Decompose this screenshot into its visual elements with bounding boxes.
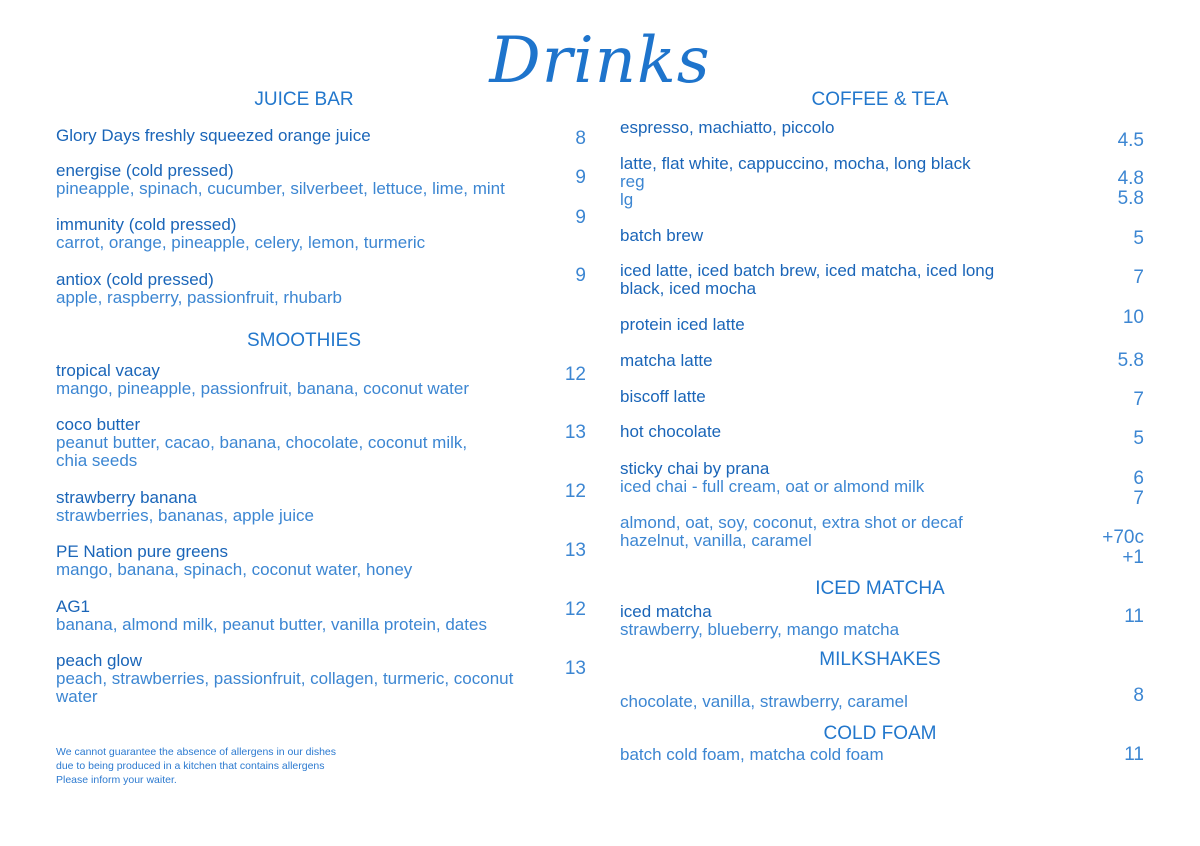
menu-item (56, 271, 342, 307)
item-name: energise (cold pressed) (56, 161, 234, 180)
item-name: PE Nation pure greens (56, 542, 228, 561)
item-name: sticky chai by prana (620, 459, 770, 478)
item-description: mango, pineapple, passionfruit, banana, coconut water (56, 379, 469, 398)
item-price-reg: 4.8 (1117, 168, 1144, 189)
item-price: 10 (1122, 307, 1144, 328)
item-description: peanut butter, cacao, banana, chocolate, coconut milk, (56, 433, 468, 452)
menu-item (56, 652, 513, 706)
milkshakes-heading: MILKSHAKES (819, 649, 941, 670)
item-price: 8 (575, 128, 586, 149)
iced-matcha-heading: ICED MATCHA (815, 578, 945, 599)
allergen-note-line: Please inform your waiter. (56, 774, 177, 786)
item-price: 7 (1133, 488, 1144, 509)
item-description: pineapple, spinach, cucumber, silverbeet, lettuce, lime, mint (56, 179, 505, 198)
menu-item (620, 316, 745, 334)
menu-item (56, 362, 469, 398)
item-price: 7 (1133, 389, 1144, 410)
item-price: 9 (575, 167, 586, 188)
item-name: hot chocolate (620, 422, 722, 441)
item-name: tropical vacay (56, 361, 160, 380)
menu-item (56, 127, 371, 145)
item-price: 5 (1133, 428, 1144, 449)
menu-title: Drinks (489, 24, 711, 98)
menu-item (620, 262, 994, 298)
item-price: 11 (1124, 606, 1144, 627)
item-price: +1 (1122, 547, 1144, 568)
item-description: mango, banana, spinach, coconut water, honey (56, 560, 413, 579)
coffee-tea-heading: COFFEE & TEA (811, 89, 949, 110)
item-name: Glory Days freshly squeezed orange juice (56, 126, 371, 145)
menu-item (620, 460, 924, 496)
size-label-lg: lg (620, 190, 634, 209)
item-description: chocolate, vanilla, strawberry, caramel (620, 692, 908, 711)
item-price: 12 (564, 481, 586, 502)
item-price: 8 (1133, 685, 1144, 706)
item-price: 5.8 (1117, 350, 1144, 371)
item-price: +70c (1102, 527, 1144, 548)
allergen-note (56, 745, 336, 787)
menu-item (620, 603, 899, 639)
item-description: peach, strawberries, passionfruit, collagen, turmeric, coconut (56, 669, 514, 688)
item-name: biscoff latte (620, 387, 706, 406)
item-name: black, iced mocha (620, 279, 757, 298)
menu-item (620, 746, 884, 764)
menu-item (620, 693, 908, 711)
menu-item (620, 352, 713, 370)
item-description: apple, raspberry, passionfruit, rhubarb (56, 288, 343, 307)
menu-item (56, 216, 425, 252)
juice-bar-heading: JUICE BAR (254, 89, 354, 110)
item-name: latte, flat white, cappuccino, mocha, long black (620, 154, 971, 173)
menu-item (620, 514, 963, 550)
smoothies-heading: SMOOTHIES (246, 330, 361, 351)
item-price: 6 (1133, 468, 1144, 489)
menu-item (56, 598, 487, 634)
item-description: almond, oat, soy, coconut, extra shot or decaf (620, 513, 963, 532)
item-name: AG1 (56, 597, 91, 616)
item-description: batch cold foam, matcha cold foam (620, 745, 884, 764)
menu-item (620, 388, 706, 406)
menu-item (620, 119, 835, 137)
item-description: hazelnut, vanilla, caramel (620, 531, 812, 550)
item-name: batch brew (620, 226, 704, 245)
cold-foam-heading: COLD FOAM (823, 723, 937, 744)
item-name: strawberry banana (56, 488, 197, 507)
item-description: strawberries, bananas, apple juice (56, 506, 314, 525)
item-name: immunity (cold pressed) (56, 215, 237, 234)
item-price: 12 (564, 599, 586, 620)
item-name: antiox (cold pressed) (56, 270, 214, 289)
item-description: carrot, orange, pineapple, celery, lemon, turmeric (56, 233, 426, 252)
item-name: matcha latte (620, 351, 713, 370)
menu-item (620, 227, 703, 245)
item-description: chia seeds (56, 451, 138, 470)
menu-item (56, 162, 505, 198)
item-price: 9 (575, 207, 586, 228)
item-price: 7 (1133, 267, 1144, 288)
item-price: 13 (564, 658, 586, 679)
menu-item (620, 423, 721, 441)
item-name: iced latte, iced batch brew, iced matcha, iced long (620, 261, 995, 280)
item-name: iced matcha (620, 602, 712, 621)
item-description: iced chai - full cream, oat or almond milk (620, 477, 925, 496)
item-price: 12 (564, 364, 586, 385)
menu-item (620, 155, 971, 209)
size-label-reg: reg (620, 172, 645, 191)
item-price: 5 (1133, 228, 1144, 249)
item-description: strawberry, blueberry, mango matcha (620, 620, 900, 639)
item-name: protein iced latte (620, 315, 745, 334)
item-price: 9 (575, 265, 586, 286)
item-description: water (56, 687, 98, 706)
item-description: banana, almond milk, peanut butter, vanilla protein, dates (56, 615, 487, 634)
allergen-note-line: We cannot guarantee the absence of allergens in our dishes (56, 746, 336, 758)
item-price: 11 (1124, 744, 1144, 765)
menu-item (56, 543, 412, 579)
item-price: 13 (564, 540, 586, 561)
item-price: 13 (564, 422, 586, 443)
item-name: espresso, machiatto, piccolo (620, 118, 835, 137)
item-price: 4.5 (1117, 130, 1144, 151)
item-name: coco butter (56, 415, 141, 434)
menu-item (56, 416, 467, 470)
menu-item (56, 489, 314, 525)
item-name: peach glow (56, 651, 143, 670)
item-price-lg: 5.8 (1117, 188, 1144, 209)
allergen-note-line: due to being produced in a kitchen that contains allergens (56, 760, 325, 772)
